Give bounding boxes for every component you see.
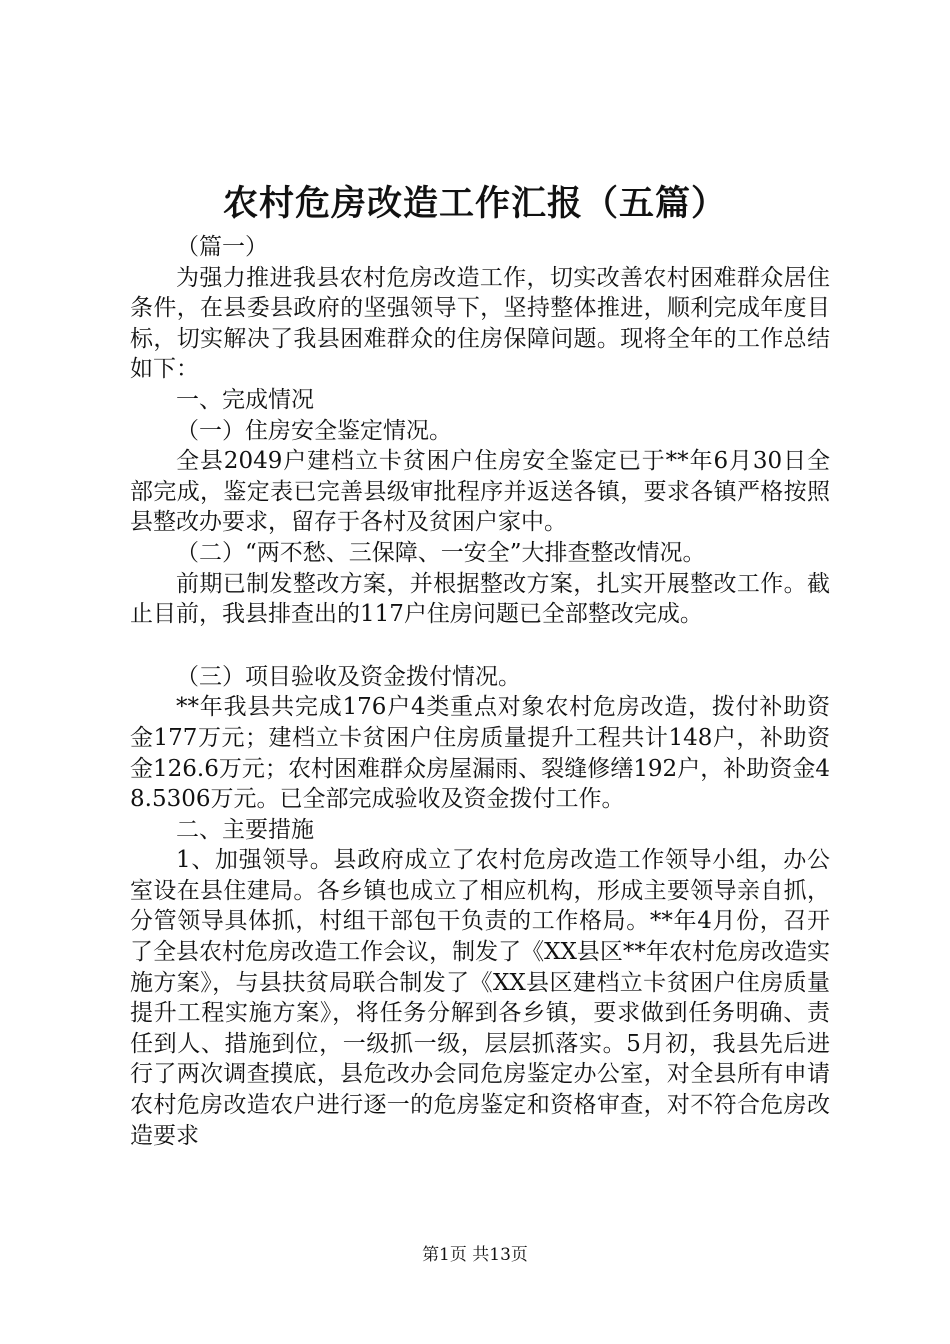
- subheading-acceptance-funding: （三）项目验收及资金拨付情况。: [176, 663, 521, 690]
- paragraph-rectification: 前期已制发整改方案，并根据整改方案，扎实开展整改工作。截止目前，我县排查出的117户住房问题已全部整改完成。: [130, 570, 830, 628]
- paragraph-strengthen-leadership: 1、加强领导。县政府成立了农村危房改造工作领导小组，办公室设在县住建局。各乡镇也成立了相应机构，形成主要领导亲自抓，分管领导具体抓，村组干部包干负责的工作格局。**年4月份，召开了全县农村危房改造工作会议，制发了《XX县区**年农村危房改造实施方案》，与县扶贫局联合制发了《XX县区建档立卡贫困户住房质量提升工程实施方案》，将任务分解到各乡镇，要求做到任务明确、责任到人、措施到位，一级抓一级，层层抓落实。5月初，我县先后进行了两次调查摸底，县危改办会同危房鉴定办公室，对全县所有申请农村危房改造农户进行逐一的危房鉴定和资格审查，对不符合危房改造要求: [130, 847, 830, 1149]
- document-body: [130, 232, 830, 1151]
- subheading-rectification: （二）“两不愁、三保障、一安全”大排查整改情况。: [176, 539, 706, 566]
- paragraph-acceptance-funding: **年我县共完成176户4类重点对象农村危房改造，拨付补助资金177万元；建档立卡贫困户住房质量提升工程共计148户，补助资金126.6万元；农村困难群众房屋漏雨、裂缝修缮192户，补助资金48.5306万元。已全部完成验收及资金拨付工作。: [130, 694, 830, 813]
- heading-main-measures: 二、主要措施: [176, 816, 314, 843]
- section-heading-part-one: （篇一）: [176, 234, 268, 260]
- heading-completion-status: 一、完成情况: [176, 386, 314, 413]
- intro-paragraph: 为强力推进我县农村危房改造工作，切实改善农村困难群众居住条件，在县委县政府的坚强领导下，坚持整体推进，顺利完成年度目标，切实解决了我县困难群众的住房保障问题。现将全年的工作总结如下：: [130, 264, 830, 383]
- subheading-housing-safety: （一）住房安全鉴定情况。: [176, 417, 452, 444]
- document-title: 农村危房改造工作汇报（五篇）: [222, 183, 727, 224]
- paragraph-housing-safety: 全县2049户建档立卡贫困户住房安全鉴定已于**年6月30日全部完成，鉴定表已完善县级审批程序并返送各镇，要求各镇严格按照县整改办要求，留存于各村及贫困户家中。: [130, 448, 830, 536]
- page-footer: 第1页 共13页: [422, 1245, 528, 1265]
